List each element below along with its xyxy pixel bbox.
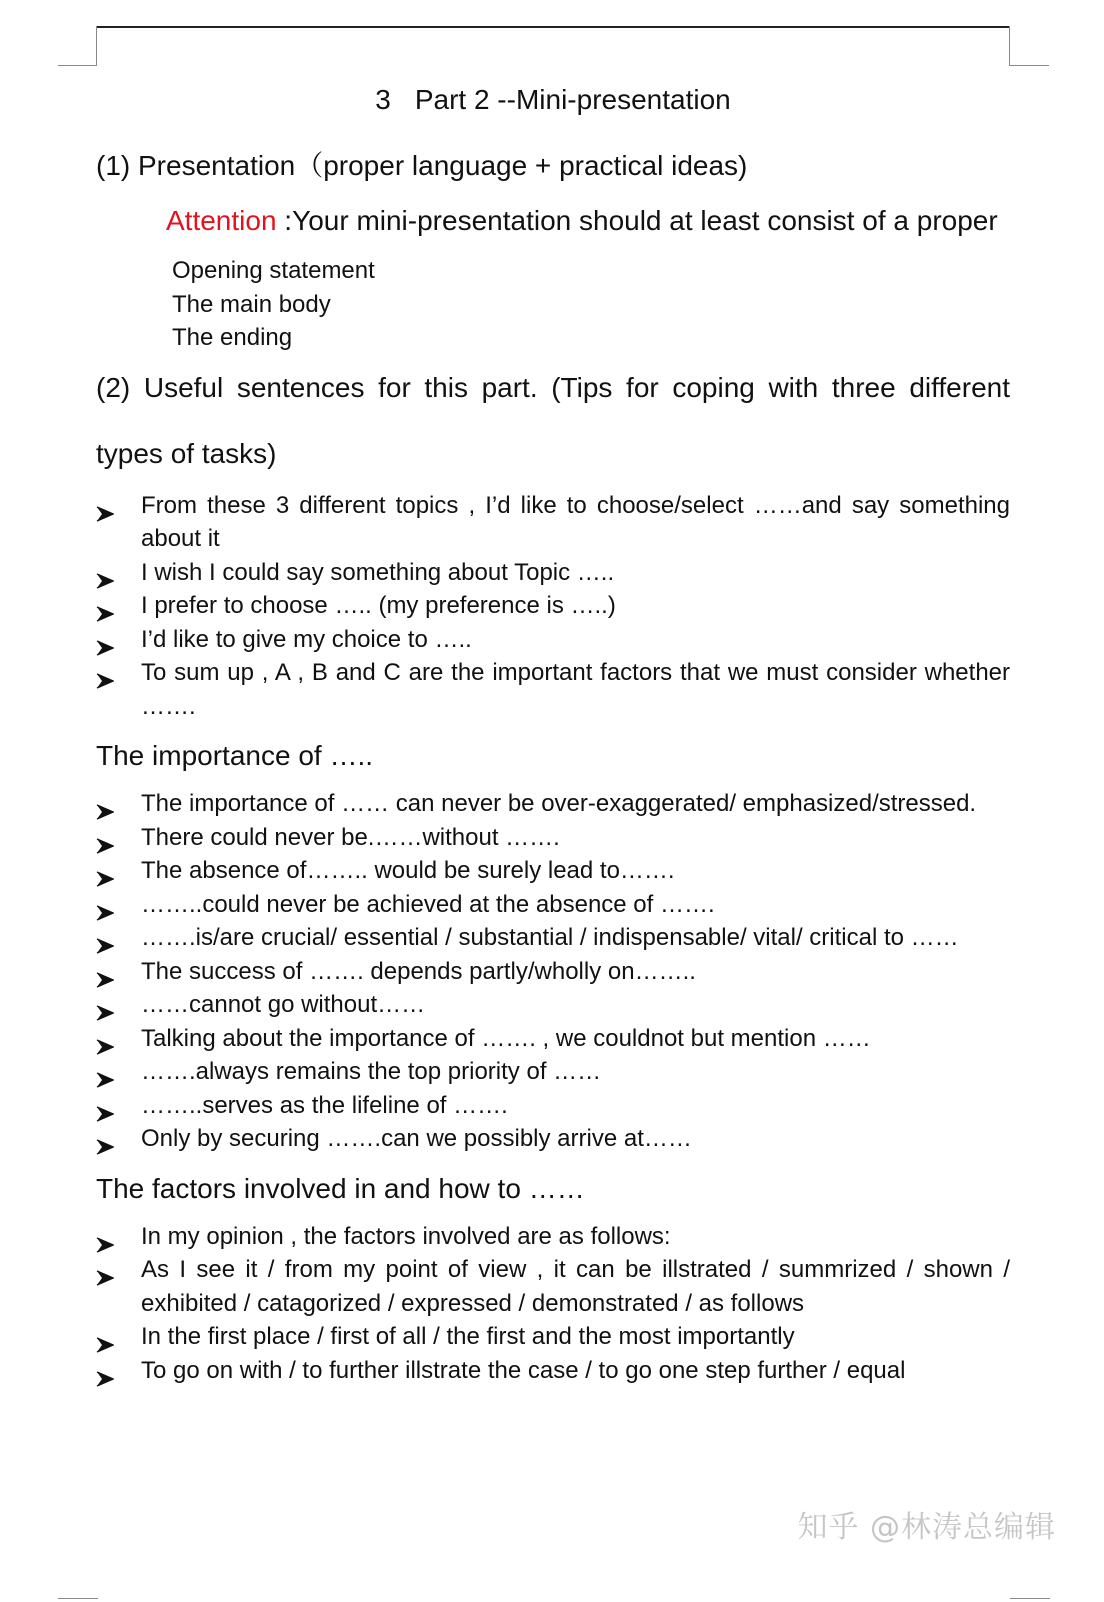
bullet-text: As I see it / from my point of view , it can be illstrated / summrized / shown / exhibited / catagorized / expressed / demonstrated / as follows — [141, 1256, 1010, 1317]
document-page — [96, 78, 1010, 1387]
bullet-item — [96, 888, 1010, 922]
crop-mark-top-left-horizontal — [58, 65, 97, 66]
bullet-text: To go on with / to further illstrate the case / to go one step further / equal — [141, 1356, 906, 1384]
arrow-bullet-icon — [96, 598, 114, 614]
arrow-bullet-icon — [96, 1329, 114, 1345]
watermark: 知乎 @林涛总编辑 — [797, 1510, 1056, 1545]
bullet-text: Only by securing …….can we possibly arrive at…… — [141, 1125, 692, 1152]
bullet-item — [96, 1055, 1010, 1089]
arrow-bullet-icon — [96, 830, 114, 846]
bullet-text: There could never be.……without ……. — [141, 823, 560, 851]
bullet-item — [96, 1089, 1010, 1123]
arrow-bullet-icon — [96, 930, 114, 946]
bullet-text: I wish I could say something about Topic ….. — [141, 558, 615, 586]
attention-text: :Your mini-presentation should at least consist of a proper — [276, 205, 998, 236]
bullet-item — [96, 1354, 1010, 1388]
arrow-bullet-icon — [96, 964, 114, 980]
bullet-item — [96, 1320, 1010, 1354]
bullet-text: …….is/are crucial/ essential / substantial / indispensable/ vital/ critical to …… — [141, 924, 959, 951]
arrow-bullet-icon — [96, 1229, 114, 1245]
bullet-item — [96, 489, 1010, 556]
arrow-bullet-icon — [96, 997, 114, 1013]
arrow-bullet-icon — [96, 796, 114, 812]
arrow-bullet-icon — [96, 863, 114, 879]
bullet-text: Talking about the importance of ……. , we couldnot but mention …… — [141, 1024, 871, 1052]
title-number: 3 — [375, 84, 391, 115]
arrow-bullet-icon — [96, 1064, 114, 1080]
bullet-item — [96, 1253, 1010, 1320]
importance-list — [96, 787, 1010, 1156]
topic-choice-list — [96, 489, 1010, 724]
bullet-text: I’d like to give my choice to ….. — [141, 625, 472, 653]
structure-item: The main body — [172, 290, 331, 318]
bullet-text: In my opinion , the factors involved are as follows: — [141, 1222, 671, 1250]
bullet-item — [96, 1220, 1010, 1254]
bullet-text: ……..could never be achieved at the absence of ……. — [141, 890, 715, 918]
crop-mark-bottom-right — [1010, 1598, 1050, 1599]
bullet-item — [96, 921, 1010, 955]
arrow-bullet-icon — [96, 1363, 114, 1379]
bullet-item — [96, 821, 1010, 855]
presentation-heading: (1) Presentation（proper language + practical ideas) — [96, 150, 748, 181]
bullet-item — [96, 556, 1010, 590]
bullet-item — [96, 955, 1010, 989]
bullet-item — [96, 589, 1010, 623]
arrow-bullet-icon — [96, 565, 114, 581]
bullet-item — [96, 787, 1010, 821]
bullet-text: ……cannot go without…… — [141, 991, 426, 1018]
section-importance-heading: The importance of ….. — [96, 740, 374, 771]
useful-sentences-heading: (2) Useful sentences for this part. (Tips for coping with three different types of tasks) — [96, 371, 1010, 469]
crop-mark-bottom-left — [58, 1598, 98, 1599]
page-title — [96, 78, 1010, 122]
arrow-bullet-icon — [96, 1131, 114, 1147]
title-text: Part 2 --Mini-presentation — [414, 84, 731, 115]
bullet-text: The success of ……. depends partly/wholly on…….. — [141, 957, 696, 985]
bullet-text: The importance of …… can never be over-exaggerated/ emphasized/stressed. — [141, 790, 977, 817]
bullet-text: From these 3 different topics , I’d like to choose/select ……and say something about it — [141, 491, 1010, 552]
factors-list — [96, 1220, 1010, 1388]
bullet-text: ……..serves as the lifeline of ……. — [141, 1091, 508, 1119]
arrow-bullet-icon — [96, 498, 114, 514]
structure-item: Opening statement — [172, 257, 375, 284]
bullet-item — [96, 623, 1010, 657]
bullet-text: …….always remains the top priority of …… — [141, 1058, 602, 1085]
bullet-text: I prefer to choose ….. (my preference is …..) — [141, 592, 616, 619]
bullet-item — [96, 1122, 1010, 1156]
header-rule — [96, 26, 1010, 28]
arrow-bullet-icon — [96, 632, 114, 648]
bullet-item — [96, 854, 1010, 888]
bullet-text: The absence of…….. would be surely lead to……. — [141, 857, 675, 884]
arrow-bullet-icon — [96, 1031, 114, 1047]
attention-label: Attention — [166, 205, 277, 236]
section-factors-heading: The factors involved in and how to …… — [96, 1172, 585, 1204]
bullet-item — [96, 656, 1010, 723]
arrow-bullet-icon — [96, 897, 114, 913]
crop-mark-top-right-horizontal — [1009, 65, 1049, 66]
arrow-bullet-icon — [96, 665, 114, 681]
arrow-bullet-icon — [96, 1262, 114, 1278]
crop-mark-top-right — [1009, 26, 1010, 66]
arrow-bullet-icon — [96, 1098, 114, 1114]
bullet-text: In the first place / first of all / the first and the most importantly — [141, 1323, 795, 1350]
structure-list — [96, 254, 1010, 355]
structure-item: The ending — [172, 324, 293, 351]
crop-mark-top-left — [96, 26, 97, 66]
attention-paragraph — [96, 188, 1010, 254]
bullet-item — [96, 1022, 1010, 1056]
bullet-text: To sum up , A , B and C are the important factors that we must consider whether ……. — [141, 659, 1010, 720]
bullet-item — [96, 988, 1010, 1022]
